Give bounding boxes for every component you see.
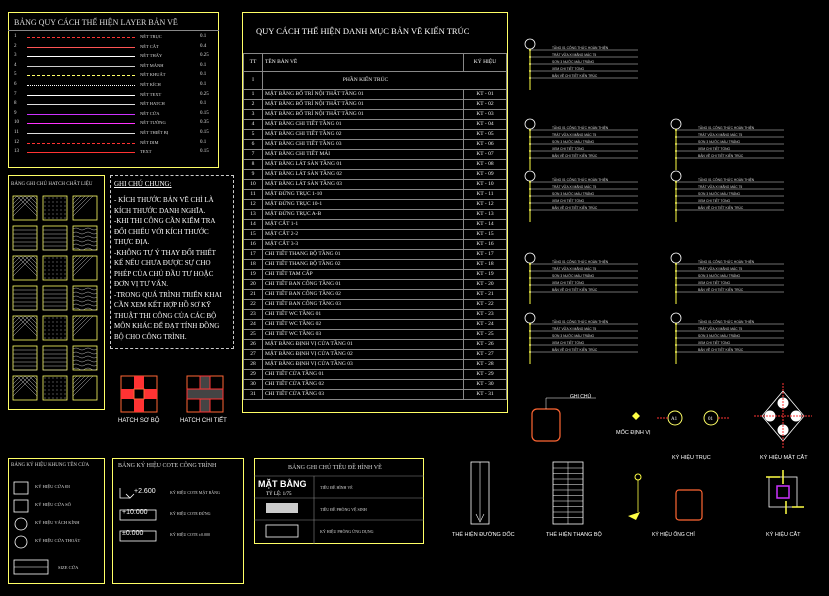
layer-weight: 0.1 (200, 62, 207, 68)
symbol-desc: KÝ HIỆU CỬA ĐI (35, 484, 70, 489)
cell: MẶT ĐỨNG TRỤC 10-1 (263, 200, 464, 210)
cell: KT - 08 (464, 160, 507, 170)
cell: 3 (244, 110, 263, 120)
layer-weight: 0.25 (200, 53, 209, 59)
svg-text:TRÁT VỮA XI MĂNG MÁC 75: TRÁT VỮA XI MĂNG MÁC 75 (698, 185, 743, 189)
hatch-detail-label: HATCH CHI TIẾT (180, 418, 227, 424)
cell: 5 (244, 130, 263, 140)
svg-text:BẢN VẼ CHI TIẾT KIẾN TRÚC: BẢN VẼ CHI TIẾT KIẾN TRÚC (552, 154, 598, 158)
layer-no: 4 (14, 62, 17, 68)
symbol-size-label: SIZE CỬA (58, 565, 79, 570)
svg-text:XEM CHI TIẾT TỔNG: XEM CHI TIẾT TỔNG (698, 341, 731, 345)
cell: CHI TIẾT THANG BỘ TẦNG 02 (263, 260, 464, 270)
cell: KT - 10 (464, 180, 507, 190)
cell: KÝ HIỆU (464, 54, 507, 72)
cell: CHI TIẾT WC TẦNG 01 (263, 310, 464, 320)
cell: MẶT CẮT 1-1 (263, 220, 464, 230)
cell: KT - 20 (464, 280, 507, 290)
svg-text:SƠN 3 NƯỚC MÀU TRẮNG: SƠN 3 NƯỚC MÀU TRẮNG (698, 334, 741, 338)
cell: KT - 23 (464, 310, 507, 320)
layer-name: NÉT DIM (140, 139, 159, 145)
layer-weight: 0.15 (200, 149, 209, 155)
svg-text:TẦNG 01 CÔNG THỨC HOÀN THIỆN: TẦNG 01 CÔNG THỨC HOÀN THIỆN (552, 126, 609, 130)
layer-table-title: BẢNG QUY CÁCH THỂ HIỆN LAYER BẢN VẼ (14, 18, 178, 27)
hatch-table-title: BẢNG GHI CHÚ HATCH CHẤT LIỆU (11, 182, 93, 187)
svg-text:TRÁT VỮA XI MĂNG MÁC 75: TRÁT VỮA XI MĂNG MÁC 75 (698, 133, 743, 137)
layer-name: TEXT (140, 149, 152, 155)
layer-name: NÉT TRỤC (140, 34, 162, 39)
note-line: MÔN KHÁC ĐỂ ĐẠT TÍNH ĐỒNG (114, 322, 220, 330)
layer-weight: 0.1 (200, 72, 207, 78)
layer-no: 11 (14, 130, 19, 135)
symbol-desc: KÝ HIỆU CỬA SỔ (35, 502, 71, 507)
layer-weight: 0.4 (200, 43, 207, 49)
note-line: CẦN XEM KẾT HỢP HỒ SƠ KỸ (114, 301, 212, 309)
cell: KT - 28 (464, 360, 507, 370)
svg-text:A1: A1 (671, 417, 678, 422)
layer-weight: 0.15 (200, 110, 209, 116)
cell: KT - 26 (464, 340, 507, 350)
cell: 22 (244, 300, 263, 310)
cell: KT - 29 (464, 370, 507, 380)
svg-text:XEM CHI TIẾT TỔNG: XEM CHI TIẾT TỔNG (552, 199, 585, 203)
cell: 17 (244, 250, 263, 260)
layer-weight: 0.1 (200, 82, 207, 87)
cell: CHI TIẾT CỬA TẦNG 01 (263, 370, 464, 380)
cell: MẶT BẰNG ĐỊNH VỊ CỬA TẦNG 03 (263, 360, 464, 370)
cell: 28 (244, 360, 263, 370)
cell: KT - 31 (464, 390, 507, 400)
svg-text:TẦNG 01 CÔNG THỨC HOÀN THIỆN: TẦNG 01 CÔNG THỨC HOÀN THIỆN (552, 178, 609, 182)
svg-text:TRÁT VỮA XI MĂNG MÁC 75: TRÁT VỮA XI MĂNG MÁC 75 (552, 185, 597, 189)
layer-no: 5 (14, 72, 17, 78)
level-desc: KÝ HIỆU COTE MẶT BẰNG (170, 490, 220, 495)
note-mark-label: GHI CHÚ (570, 394, 592, 400)
cell: MẶT BẰNG ĐỊNH VỊ CỬA TẦNG 01 (263, 340, 464, 350)
note-line: ĐƠN VỊ TƯ VẤN. (114, 280, 169, 288)
cell: KT - 21 (464, 290, 507, 300)
note-line: - KÍCH THƯỚC BẢN VẼ CHỈ LÀ (114, 196, 214, 204)
svg-text:XEM CHI TIẾT TỔNG: XEM CHI TIẾT TỔNG (552, 281, 585, 285)
layer-name: NÉT TƯỜNG (140, 120, 166, 126)
layer-name: NÉT TEXT (140, 91, 162, 97)
cut-label: KÝ HIỆU CẮT (766, 532, 801, 538)
cell: MẶT BẰNG CHI TIẾT TẦNG 02 (263, 130, 464, 140)
svg-text:BẢN VẼ CHI TIẾT KIẾN TRÚC: BẢN VẼ CHI TIẾT KIẾN TRÚC (698, 348, 744, 352)
cell: KT - 18 (464, 260, 507, 270)
cell: KT - 07 (464, 150, 507, 160)
svg-text:TRÁT VỮA XI MĂNG MÁC 75: TRÁT VỮA XI MĂNG MÁC 75 (552, 133, 597, 137)
cell: KT - 14 (464, 220, 507, 230)
svg-text:BẢN VẼ CHI TIẾT KIẾN TRÚC: BẢN VẼ CHI TIẾT KIẾN TRÚC (552, 74, 598, 78)
cell: 8 (244, 160, 263, 170)
cell: KT - 03 (464, 110, 507, 120)
layer-no: 8 (14, 101, 17, 107)
cell: CHI TIẾT WC TẦNG 02 (263, 320, 464, 330)
cell: MẶT CẮT 3-3 (263, 240, 464, 250)
cell: TT (244, 54, 263, 72)
cell: MẶT BẰNG LÁT SÀN TẦNG 03 (263, 180, 464, 190)
cell: 16 (244, 240, 263, 250)
cell: 14 (244, 220, 263, 230)
notes-title: GHI CHÚ CHUNG: (114, 180, 172, 188)
svg-text:BẢN VẼ CHI TIẾT KIẾN TRÚC: BẢN VẼ CHI TIẾT KIẾN TRÚC (698, 206, 744, 210)
layer-name: NÉT CỬA (140, 110, 160, 116)
cell: KT - 27 (464, 350, 507, 360)
note-line: ĐỐI CHIẾU VỚI KÍCH THƯỚC (114, 227, 209, 236)
svg-text:SƠN 3 NƯỚC MÀU TRẮNG: SƠN 3 NƯỚC MÀU TRẮNG (698, 274, 741, 278)
layer-name: NÉT CẮT (140, 43, 159, 49)
cell: CHI TIẾT TAM CẤP (263, 270, 464, 280)
cell: MẶT ĐỨNG TRỤC A-B (263, 210, 464, 220)
section-label: KÝ HIỆU MẶT CẮT (760, 455, 808, 461)
layer-weight: 0.25 (200, 91, 209, 97)
cell: CHI TIẾT BAN CÔNG TẦNG 03 (263, 300, 464, 310)
cell: MẶT BẰNG BỐ TRÍ NỘI THẤT TẦNG 01 (263, 90, 464, 100)
cell: MẶT BẰNG LÁT SÀN TẦNG 02 (263, 170, 464, 180)
layer-weight: 0.35 (200, 120, 209, 126)
cell: TÊN BẢN VẼ (263, 54, 464, 72)
cell: KT - 19 (464, 270, 507, 280)
cell: CHI TIẾT CỬA TẦNG 03 (263, 390, 464, 400)
cell: 2 (244, 100, 263, 110)
svg-text:XEM CHI TIẾT TỔNG: XEM CHI TIẾT TỔNG (552, 67, 585, 71)
layer-no: 3 (14, 53, 17, 59)
cell: KT - 16 (464, 240, 507, 250)
svg-text:XEM CHI TIẾT TỔNG: XEM CHI TIẾT TỔNG (698, 199, 731, 203)
cell: 26 (244, 340, 263, 350)
layer-name: NÉT HATCH (140, 101, 165, 107)
cell: KT - 17 (464, 250, 507, 260)
cell: 29 (244, 370, 263, 380)
cell: 15 (244, 230, 263, 240)
svg-text:01: 01 (708, 417, 713, 422)
note-line: -KHÔNG TỰ Ý THAY ĐỔI THIẾT (114, 248, 216, 257)
svg-text:TẦNG 01 CÔNG THỨC HOÀN THIỆN: TẦNG 01 CÔNG THỨC HOÀN THIỆN (552, 260, 609, 264)
cell: CHI TIẾT BAN CÔNG TẦNG 01 (263, 280, 464, 290)
cell: MẶT BẰNG BỐ TRÍ NỘI THẤT TẦNG 01 (263, 100, 464, 110)
cell: MẶT BẰNG CHI TIẾT MÁI (263, 150, 464, 160)
cell: KT - 06 (464, 140, 507, 150)
level-table-title: BẢNG KÝ HIỆU COTE CÔNG TRÌNH (118, 463, 217, 469)
note-line: THỰC ĐỊA. (114, 238, 150, 246)
svg-text:SƠN 3 NƯỚC MÀU TRẮNG: SƠN 3 NƯỚC MÀU TRẮNG (698, 140, 741, 144)
cell: 23 (244, 310, 263, 320)
note-line: PHÉP CỦA CHỦ ĐẦU TƯ HOẶC (114, 269, 214, 278)
svg-text:SƠN 3 NƯỚC MÀU TRẮNG: SƠN 3 NƯỚC MÀU TRẮNG (698, 192, 741, 196)
svg-text:TẦNG 01 CÔNG THỨC HOÀN THIỆN: TẦNG 01 CÔNG THỨC HOÀN THIỆN (698, 178, 755, 182)
cell: KT - 15 (464, 230, 507, 240)
svg-text:BẢN VẼ CHI TIẾT KIẾN TRÚC: BẢN VẼ CHI TIẾT KIẾN TRÚC (698, 154, 744, 158)
svg-text:SƠN 3 NƯỚC MÀU TRẮNG: SƠN 3 NƯỚC MÀU TRẮNG (552, 274, 595, 278)
svg-text:TRÁT VỮA XI MĂNG MÁC 75: TRÁT VỮA XI MĂNG MÁC 75 (698, 327, 743, 331)
cell: 10 (244, 180, 263, 190)
note-line: -TRONG QUÁ TRÌNH TRIỂN KHAI (114, 290, 222, 299)
layer-weight: 0.1 (200, 139, 207, 145)
cell: MẶT BẰNG LÁT SÀN TẦNG 01 (263, 160, 464, 170)
cell: KT - 01 (464, 90, 507, 100)
cell: CHI TIẾT THANG BỘ TẦNG 01 (263, 250, 464, 260)
cell: CHI TIẾT CỬA TẦNG 02 (263, 380, 464, 390)
symbol-desc: KÝ HIỆU VÁCH KÍNH (35, 520, 80, 525)
drawing-list-title: QUY CÁCH THỂ HIỆN DANH MỤC BẢN VẼ KIẾN TRÚC (256, 26, 470, 36)
cell: MẶT BẰNG ĐỊNH VỊ CỬA TẦNG 02 (263, 350, 464, 360)
svg-text:SƠN 3 NƯỚC MÀU TRẮNG: SƠN 3 NƯỚC MÀU TRẮNG (552, 140, 595, 144)
cell: 18 (244, 260, 263, 270)
layer-no: 7 (14, 91, 17, 97)
cell: MẶT ĐỨNG TRỤC 1-10 (263, 190, 464, 200)
svg-text:TẦNG 01 CÔNG THỨC HOÀN THIỆN: TẦNG 01 CÔNG THỨC HOÀN THIỆN (552, 320, 609, 324)
level-value: ±0.000 (122, 530, 144, 537)
svg-text:SƠN 3 NƯỚC MÀU TRẮNG: SƠN 3 NƯỚC MÀU TRẮNG (552, 334, 595, 338)
cell: KT - 25 (464, 330, 507, 340)
layer-no: 12 (14, 139, 19, 145)
cell: MẶT BẰNG CHI TIẾT TẦNG 03 (263, 140, 464, 150)
cell: KT - 30 (464, 380, 507, 390)
title-table-title: BẢNG GHI CHÚ TIÊU ĐỀ HÌNH VẼ (288, 465, 382, 471)
layer-weight: 0.1 (200, 34, 207, 39)
symbol-table-title: BẢNG KÝ HIỆU KHUNG TÊN CỬA (11, 463, 90, 468)
layer-name: NÉT THIẾT BỊ (140, 130, 169, 135)
note-line: THUẬT THI CÔNG CỦA CÁC BỘ (114, 311, 217, 320)
cell: 1 (244, 90, 263, 100)
svg-text:TẦNG 01 CÔNG THỨC HOÀN THIỆN: TẦNG 01 CÔNG THỨC HOÀN THIỆN (698, 260, 755, 264)
cell: KT - 12 (464, 200, 507, 210)
hatch-rough-label: HATCH SƠ BỘ (118, 418, 160, 424)
cell: 4 (244, 120, 263, 130)
stair-label: THỂ HIỆN THANG BỘ (546, 532, 602, 538)
layer-no: 13 (14, 149, 19, 155)
cell: PHẦN KIẾN TRÚC (263, 72, 507, 90)
cell: 12 (244, 200, 263, 210)
svg-text:TẦNG 01 CÔNG THỨC HOÀN THIỆN: TẦNG 01 CÔNG THỨC HOÀN THIỆN (698, 320, 755, 324)
svg-text:XEM CHI TIẾT TỔNG: XEM CHI TIẾT TỔNG (552, 147, 585, 151)
svg-text:XEM CHI TIẾT TỔNG: XEM CHI TIẾT TỔNG (698, 147, 731, 151)
title-row-desc: TIÊU ĐỀ HÌNH VẼ (320, 485, 353, 490)
axis-label: KÝ HIỆU TRỤC (672, 455, 711, 461)
svg-text:TRÁT VỮA XI MĂNG MÁC 75: TRÁT VỮA XI MĂNG MÁC 75 (552, 327, 597, 331)
svg-text:XEM CHI TIẾT TỔNG: XEM CHI TIẾT TỔNG (698, 281, 731, 285)
plan-title: MẶT BẰNG (258, 479, 307, 489)
svg-text:SƠN 3 NƯỚC MÀU TRẮNG: SƠN 3 NƯỚC MÀU TRẮNG (552, 192, 595, 196)
level-desc: KÝ HIỆU COTE ±0.000 (170, 532, 210, 537)
level-value: +10.000 (122, 509, 148, 516)
layer-weight: 0.15 (200, 130, 209, 135)
cell: KT - 11 (464, 190, 507, 200)
title-row-desc: KÝ HIỆU PHÒNG ỨNG DỤNG (320, 529, 374, 534)
level-value: +2.600 (134, 488, 156, 495)
layer-name: NÉT KHUẤT (140, 72, 166, 78)
cell: KT - 04 (464, 120, 507, 130)
cell: I (244, 72, 263, 90)
svg-text:BẢN VẼ CHI TIẾT KIẾN TRÚC: BẢN VẼ CHI TIẾT KIẾN TRÚC (698, 288, 744, 292)
level-desc: KÝ HIỆU COTE ĐỨNG (170, 511, 211, 516)
cell: 20 (244, 280, 263, 290)
cell: 24 (244, 320, 263, 330)
svg-text:SƠN 3 NƯỚC MÀU TRẮNG: SƠN 3 NƯỚC MÀU TRẮNG (552, 60, 595, 64)
layer-name: NÉT MẢNH (140, 62, 164, 68)
layer-no: 10 (14, 120, 19, 126)
level-mark-label: MỐC ĐỊNH VỊ (616, 430, 651, 436)
cell: MẶT BẰNG CHI TIẾT TẦNG 01 (263, 120, 464, 130)
cell: 30 (244, 380, 263, 390)
svg-text:BẢN VẼ CHI TIẾT KIẾN TRÚC: BẢN VẼ CHI TIẾT KIẾN TRÚC (552, 206, 598, 210)
pipe-label: KÝ HIỆU ỐNG CHỈ (652, 532, 695, 538)
layer-name: NÉT KÍCH (140, 82, 161, 87)
title-row-desc: TIÊU ĐỀ PHÒNG VỆ SINH (320, 507, 367, 512)
svg-text:XEM CHI TIẾT TỔNG: XEM CHI TIẾT TỔNG (552, 341, 585, 345)
cell: 25 (244, 330, 263, 340)
layer-no: 1 (14, 34, 17, 39)
cell: KT - 24 (464, 320, 507, 330)
svg-text:TRÁT VỮA XI MĂNG MÁC 75: TRÁT VỮA XI MĂNG MÁC 75 (552, 267, 597, 271)
slope-label: THỂ HIỆN ĐƯỜNG DỐC (452, 532, 515, 538)
cell: KT - 22 (464, 300, 507, 310)
svg-text:TẦNG 01 CÔNG THỨC HOÀN THIỆN: TẦNG 01 CÔNG THỨC HOÀN THIỆN (698, 126, 755, 130)
cell: KT - 13 (464, 210, 507, 220)
layer-weight: 0.1 (200, 101, 207, 107)
note-line: KÍCH THƯỚC DANH NGHĨA. (114, 206, 206, 215)
cell: KT - 02 (464, 100, 507, 110)
note-line: BỘ CHO CÔNG TRÌNH. (114, 332, 187, 341)
layer-no: 9 (14, 110, 17, 116)
svg-text:TRÁT VỮA XI MĂNG MÁC 75: TRÁT VỮA XI MĂNG MÁC 75 (698, 267, 743, 271)
symbol-desc: KÝ HIỆU CỬA THOÁT (35, 538, 81, 543)
layer-no: 6 (14, 82, 17, 87)
cell: 31 (244, 390, 263, 400)
cell: 13 (244, 210, 263, 220)
note-line: -KHI THI CÔNG CẦN KIỂM TRA (114, 217, 216, 225)
svg-text:BẢN VẼ CHI TIẾT KIẾN TRÚC: BẢN VẼ CHI TIẾT KIẾN TRÚC (552, 288, 598, 292)
cell: 19 (244, 270, 263, 280)
cell: CHI TIẾT WC TẦNG 03 (263, 330, 464, 340)
cell: MẶT CẮT 2-2 (263, 230, 464, 240)
cell: 9 (244, 170, 263, 180)
cell: 21 (244, 290, 263, 300)
cell: MẶT BẰNG BỐ TRÍ NỘI THẤT TẦNG 01 (263, 110, 464, 120)
cell: KT - 05 (464, 130, 507, 140)
plan-scale: TỶ LỆ: 1/75 (266, 492, 292, 497)
svg-text:TRÁT VỮA XI MĂNG MÁC 75: TRÁT VỮA XI MĂNG MÁC 75 (552, 53, 597, 57)
note-line: KẾ NẾU CHƯA ĐƯỢC SỰ CHO (114, 259, 211, 267)
cell: KT - 09 (464, 170, 507, 180)
cell: 6 (244, 140, 263, 150)
cell: 27 (244, 350, 263, 360)
cell: 7 (244, 150, 263, 160)
cell: 11 (244, 190, 263, 200)
cell: CHI TIẾT BAN CÔNG TẦNG 02 (263, 290, 464, 300)
layer-name: NÉT THẤY (140, 53, 163, 59)
svg-text:BẢN VẼ CHI TIẾT KIẾN TRÚC: BẢN VẼ CHI TIẾT KIẾN TRÚC (552, 348, 598, 352)
layer-no: 2 (14, 43, 17, 49)
svg-text:TẦNG 01 CÔNG THỨC HOÀN THIỆN: TẦNG 01 CÔNG THỨC HOÀN THIỆN (552, 46, 609, 50)
